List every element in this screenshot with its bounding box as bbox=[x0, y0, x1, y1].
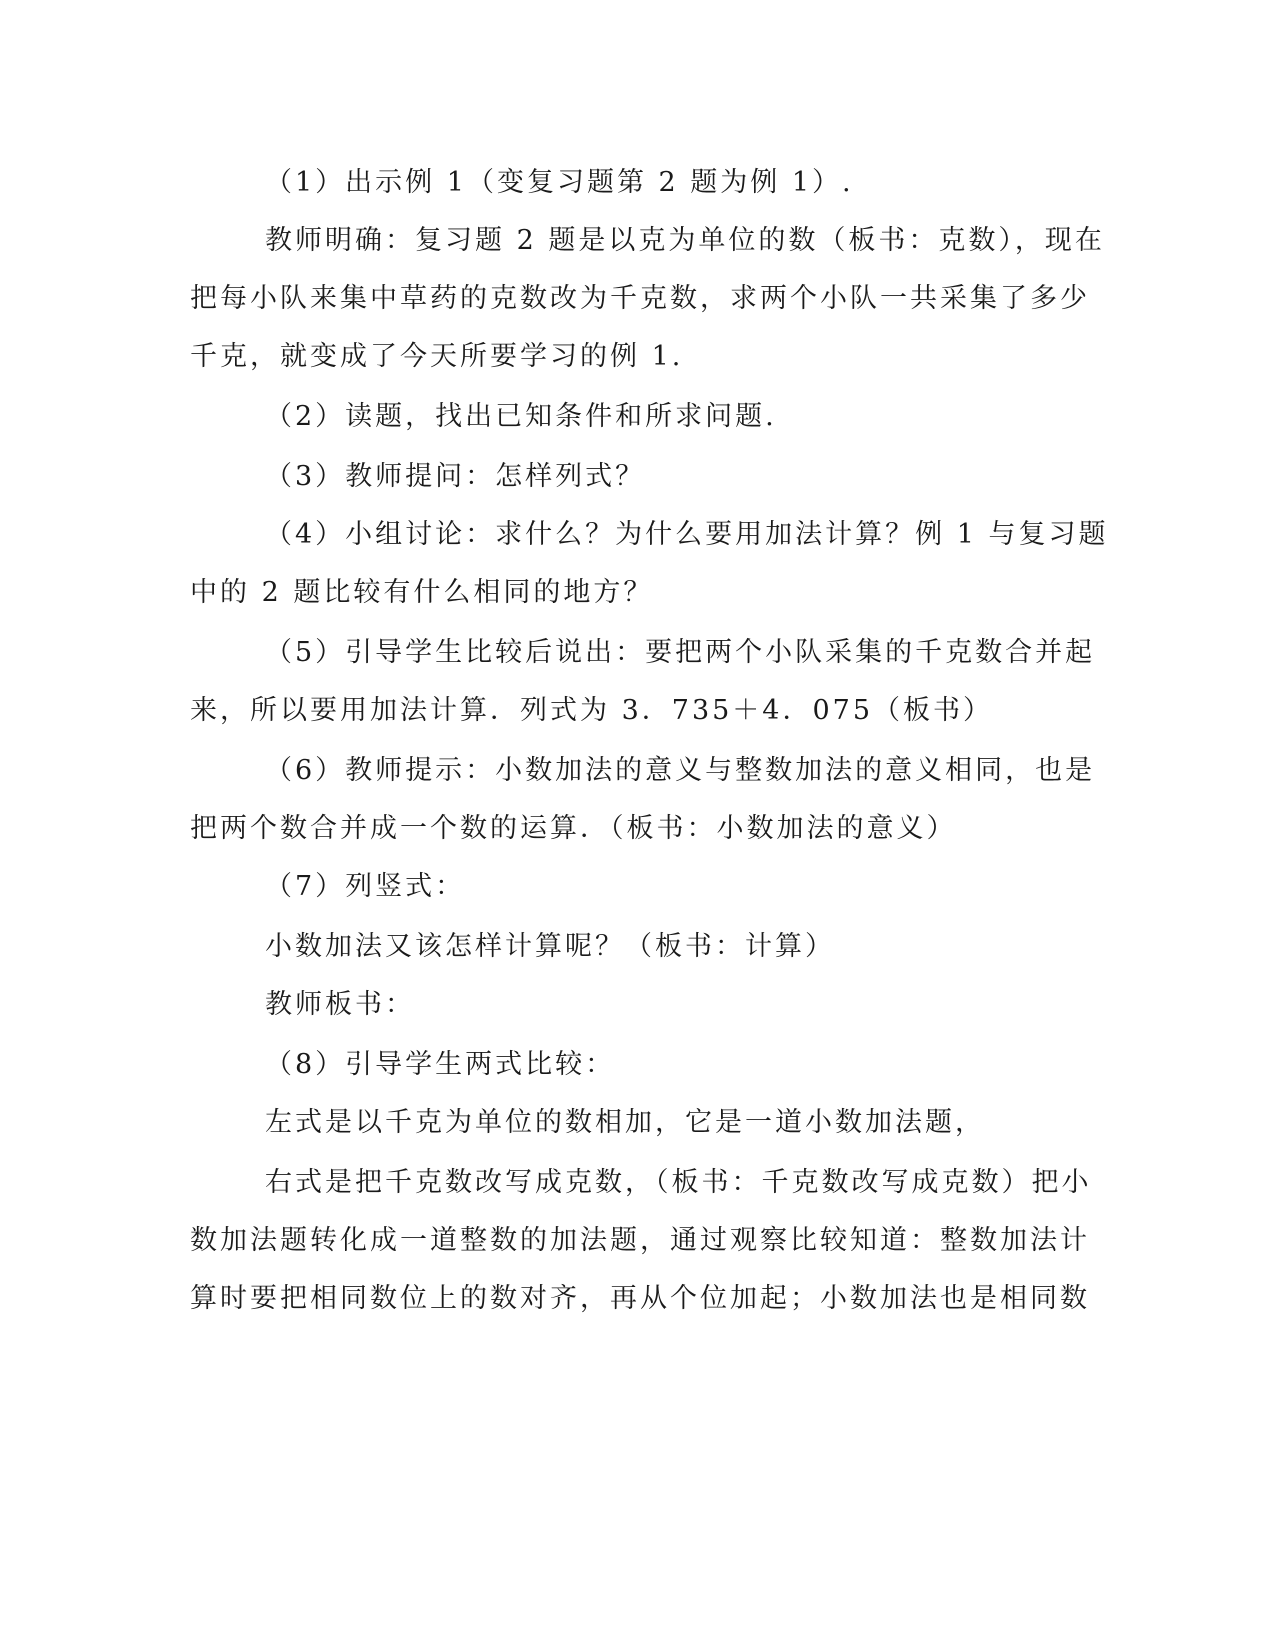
paragraph-line: 右式是把千克数改写成克数，（板书：千克数改写成克数）把小 bbox=[265, 1167, 1092, 1198]
paragraph-line: （1）出示例 1（变复习题第 2 题为例 1）. bbox=[265, 167, 854, 198]
paragraph-line: 把两个数合并成一个数的运算．（板书：小数加法的意义） bbox=[190, 813, 957, 844]
paragraph-line: 左式是以千克为单位的数相加，它是一道小数加法题， bbox=[265, 1107, 985, 1138]
paragraph-line: （3）教师提问：怎样列式？ bbox=[265, 461, 646, 492]
paragraph-line: （5）引导学生比较后说出：要把两个小队采集的千克数合并起 bbox=[265, 637, 1096, 668]
paragraph-line: 算时要把相同数位上的数对齐，再从个位加起；小数加法也是相同数 bbox=[190, 1283, 1090, 1314]
paragraph-line: 千克，就变成了今天所要学习的例 1. bbox=[190, 341, 684, 372]
paragraph-line: （6）教师提示：小数加法的意义与整数加法的意义相同，也是 bbox=[265, 755, 1096, 786]
paragraph-line: 数加法题转化成一道整数的加法题，通过观察比较知道：整数加法计 bbox=[190, 1225, 1090, 1256]
paragraph-line: （7）列竖式： bbox=[265, 871, 466, 902]
paragraph-line: 中的 2 题比较有什么相同的地方？ bbox=[190, 577, 654, 608]
paragraph-line: 来，所以要用加法计算．列式为 3．735＋4．075（板书） bbox=[190, 695, 994, 726]
paragraph-line: （2）读题，找出已知条件和所求问题. bbox=[265, 401, 777, 432]
paragraph-line: 把每小队来集中草药的克数改为千克数，求两个小队一共采集了多少 bbox=[190, 283, 1090, 314]
paragraph-line: 教师明确：复习题 2 题是以克为单位的数（板书：克数），现在 bbox=[265, 225, 1105, 256]
paragraph-line: 小数加法又该怎样计算呢？（板书：计算） bbox=[265, 931, 835, 962]
paragraph-line: （4）小组讨论：求什么？为什么要用加法计算？例 1 与复习题 bbox=[265, 519, 1109, 550]
paragraph-line: 教师板书： bbox=[265, 989, 415, 1020]
paragraph-line: （8）引导学生两式比较： bbox=[265, 1049, 616, 1080]
